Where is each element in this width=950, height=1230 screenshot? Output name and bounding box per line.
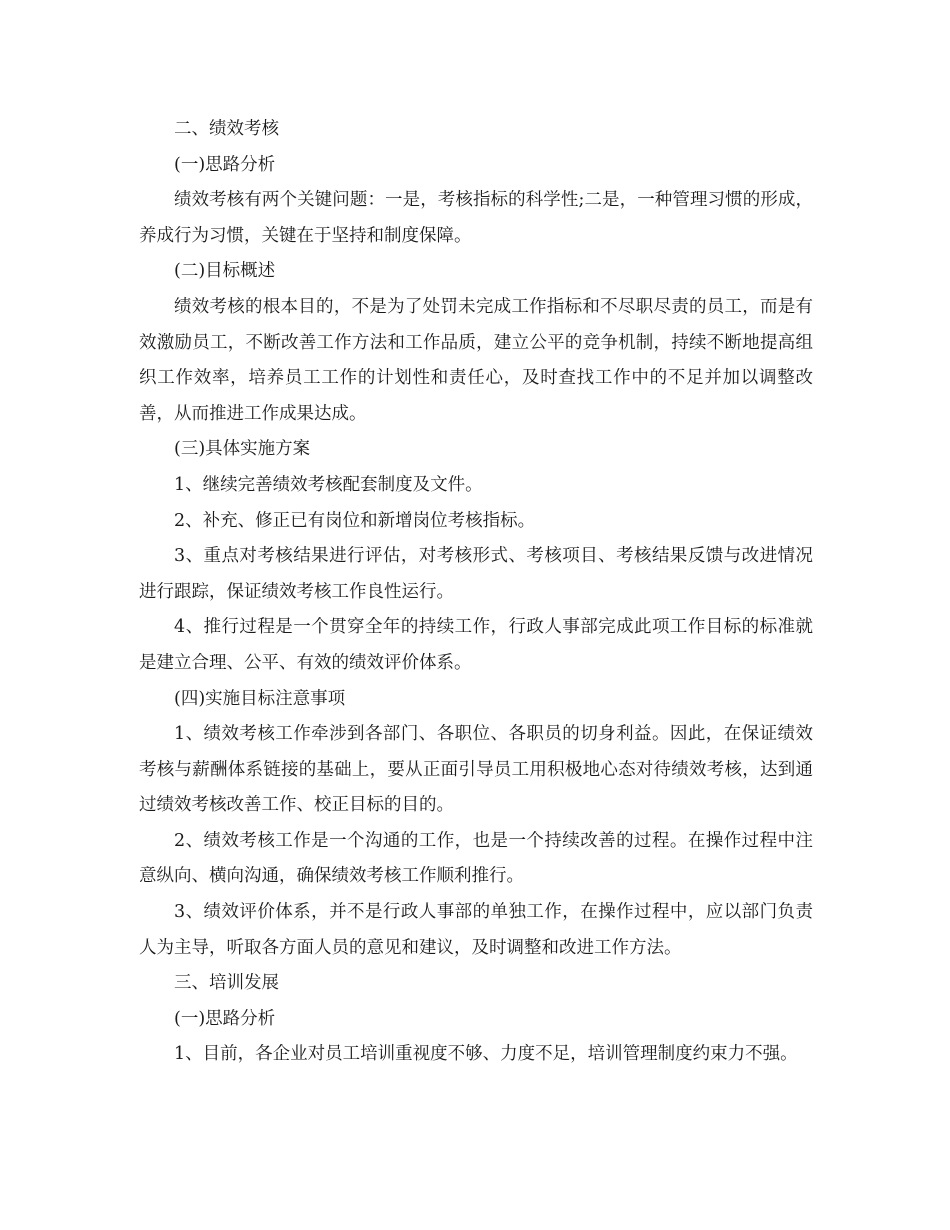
list-item: 2、绩效考核工作是一个沟通的工作，也是一个持续改善的过程。在操作过程中注意纵向、横向沟通，确保绩效考核工作顺利推行。 [139, 830, 813, 887]
list-item: 1、绩效考核工作牵涉到各部门、各职位、各职员的切身利益。因此，在保证绩效考核与薪酬体系链接的基础上，要从正面引导员工用积极地心态对待绩效考核，达到通过绩效考核改善工作、校正目标的目的。 [139, 724, 813, 816]
paragraph: 绩效考核的根本目的，不是为了处罚未完成工作指标和不尽职尽责的员工，而是有效激励员工，不断改善工作方法和工作品质，建立公平的竞争机制，持续不断地提高组织工作效率，培养员工工作的计划性和责任心，及时查找工作中的不足并加以调整改善，从而推进工作成果达成。 [139, 296, 813, 424]
subheading-precautions: (四)实施目标注意事项 [174, 688, 346, 709]
paragraph: 绩效考核有两个关键问题：一是，考核指标的科学性;二是，一种管理习惯的形成，养成行为习惯，关键在于坚持和制度保障。 [139, 190, 813, 246]
list-item: 1、继续完善绩效考核配套制度及文件。 [174, 474, 483, 495]
section-heading-performance: 二、绩效考核 [174, 119, 279, 139]
list-item: 1、目前，各企业对员工培训重视度不够、力度不足，培训管理制度约束力不强。 [174, 1044, 798, 1065]
list-item: 4、推行过程是一个贯穿全年的持续工作，行政人事部完成此项工作目标的标准就是建立合理、公平、有效的绩效评价体系。 [139, 617, 813, 673]
list-item: 3、绩效评价体系，并不是行政人事部的单独工作，在操作过程中，应以部门负责人为主导，听取各方面人员的意见和建议，及时调整和改进工作方法。 [139, 902, 813, 958]
list-item: 3、重点对考核结果进行评估，对考核形式、考核项目、考核结果反馈与改进情况进行跟踪，保证绩效考核工作良性运行。 [139, 546, 813, 602]
subheading-analysis: (一)思路分析 [174, 154, 276, 175]
document-body [139, 112, 813, 1073]
subheading-analysis: (一)思路分析 [174, 1008, 276, 1029]
subheading-implementation-plan: (三)具体实施方案 [174, 439, 311, 460]
list-item: 2、补充、修正已有岗位和新增岗位考核指标。 [174, 510, 536, 531]
subheading-goal-overview: (二)目标概述 [174, 261, 276, 282]
section-heading-training: 三、培训发展 [174, 973, 279, 994]
